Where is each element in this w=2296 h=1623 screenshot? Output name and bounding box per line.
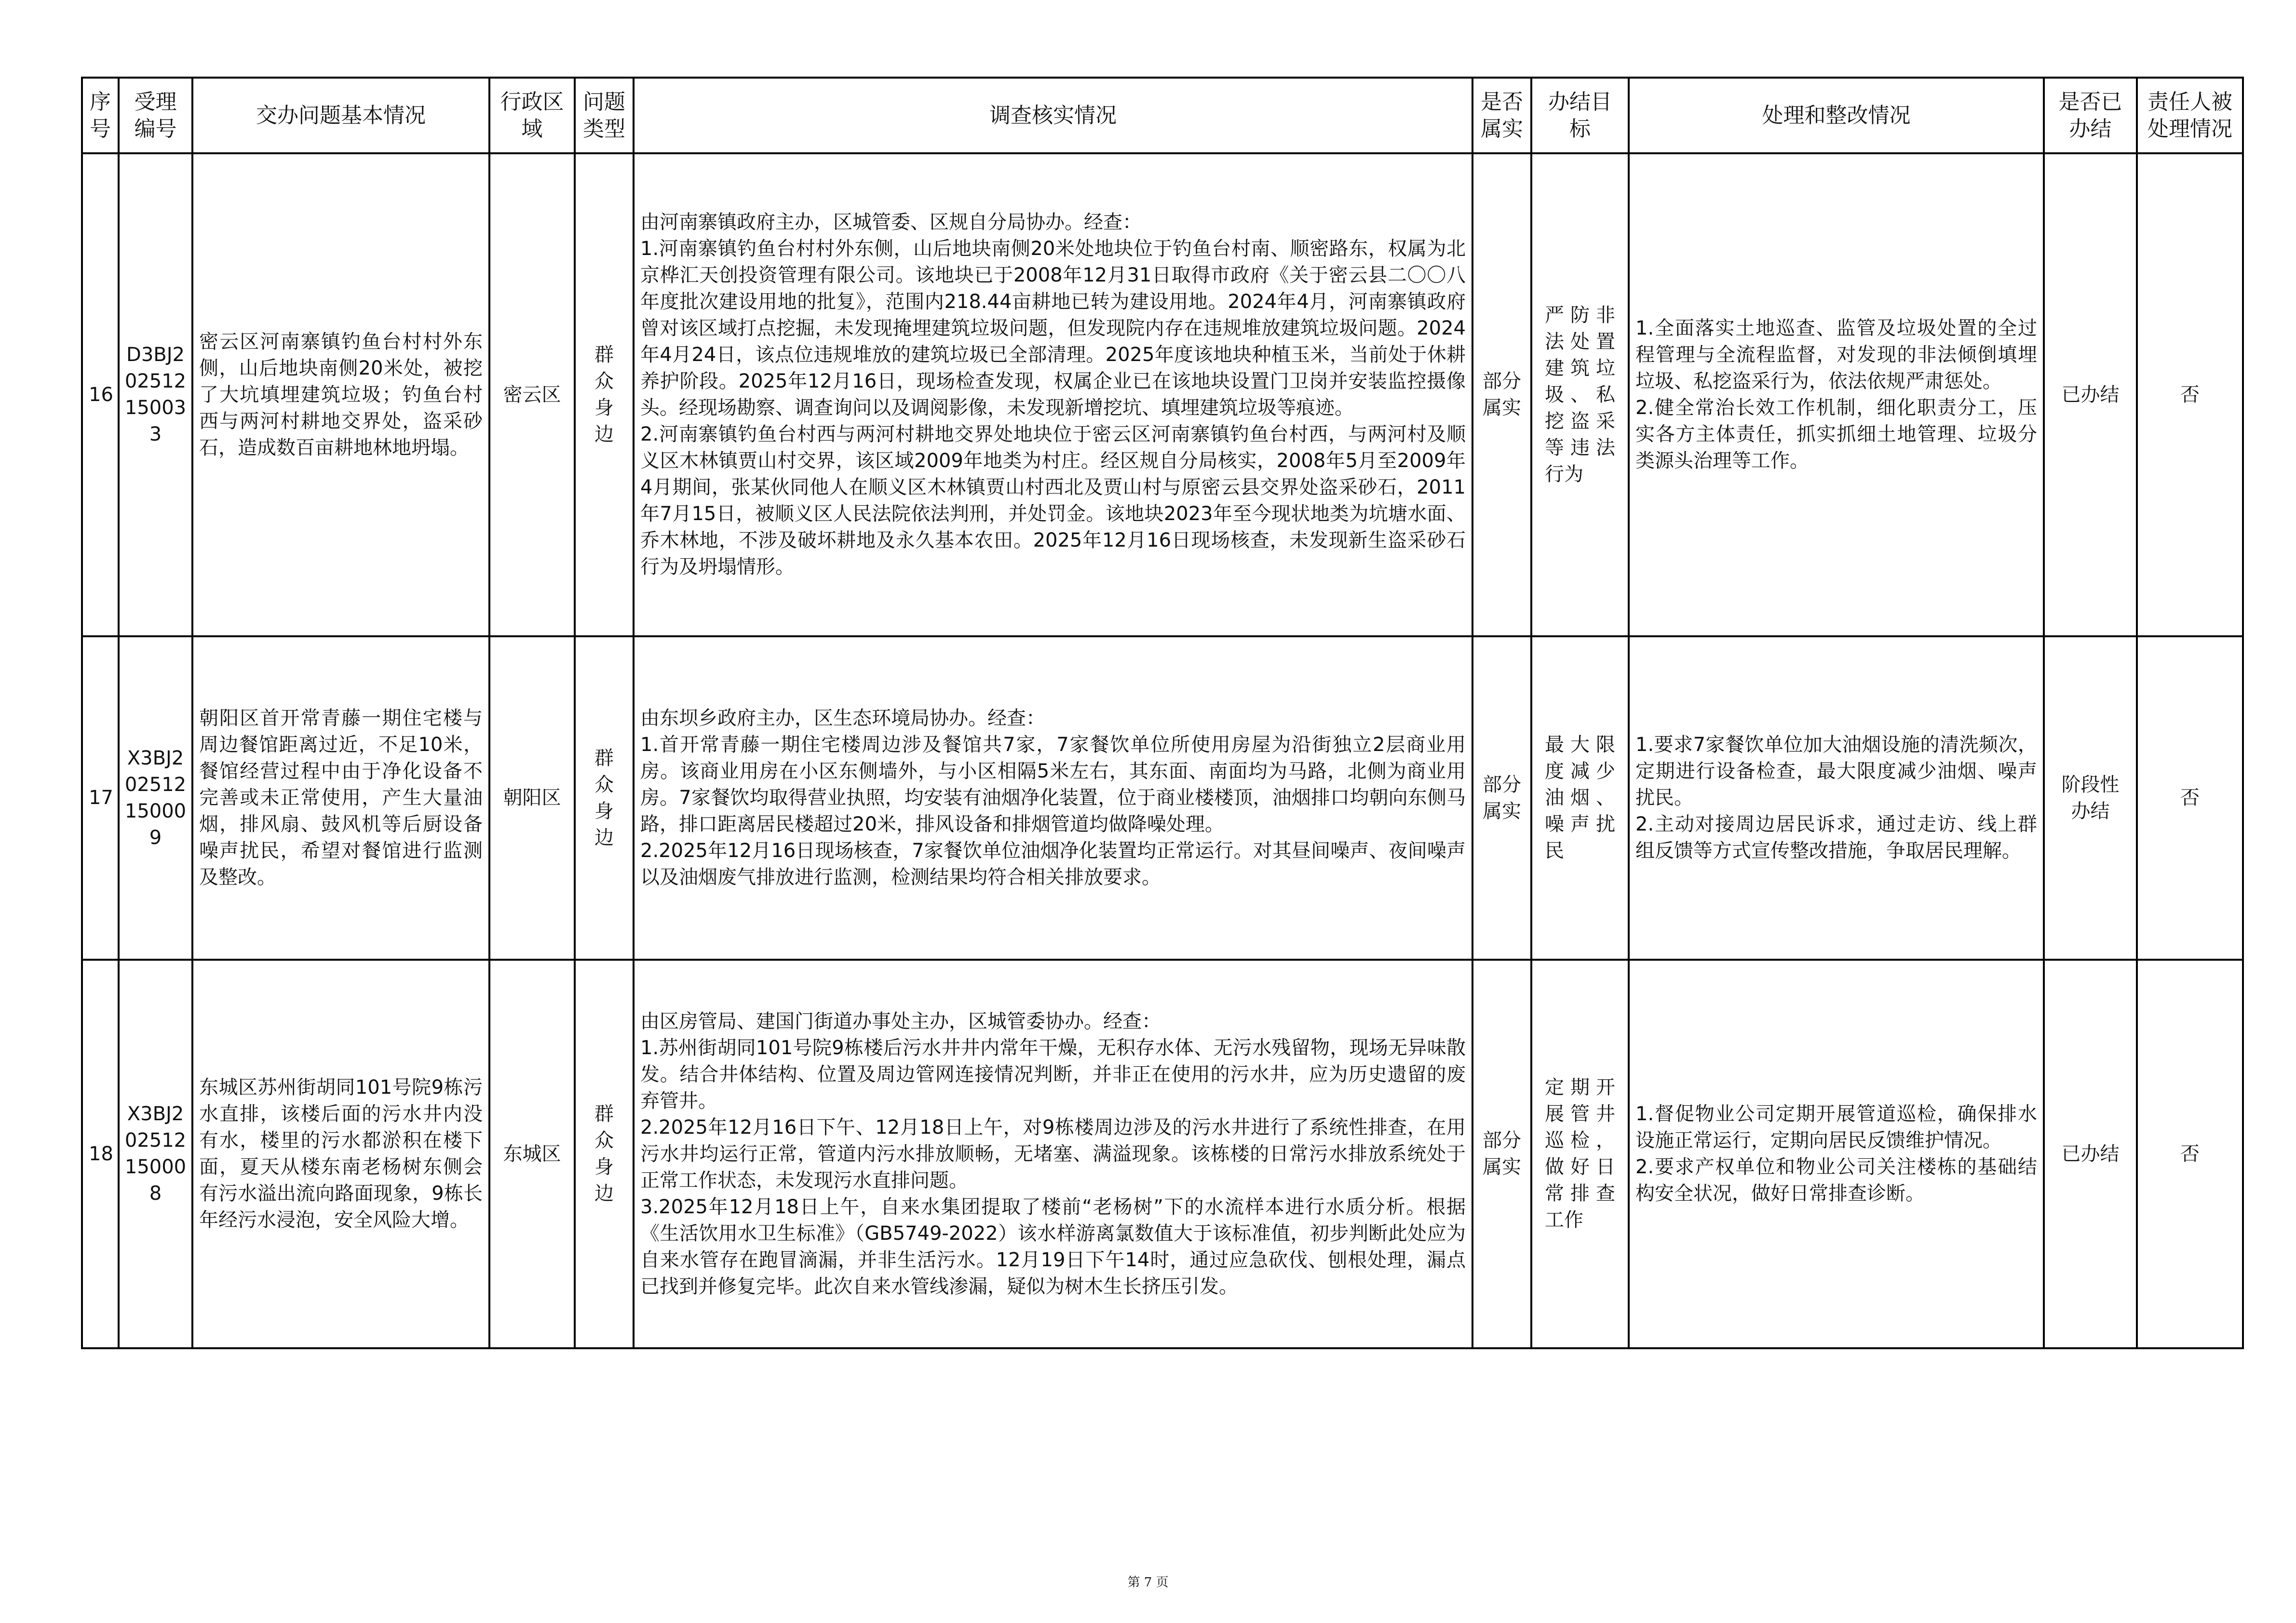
resolution-goal: 严防非法处置建筑垃圾、私挖盗采等违法行为 — [1531, 153, 1629, 636]
table-header-row — [82, 78, 2243, 153]
handling-paragraph: 1.督促物业公司定期开展管道巡检，确保排水设施正常运行，定期向居民反馈维护情况。 — [1635, 1103, 2037, 1152]
investigation-details — [634, 636, 1472, 960]
is-true: 部分属实 — [1472, 153, 1531, 636]
table-row — [82, 153, 2243, 636]
handling-paragraph: 2.要求产权单位和物业公司关注楼栋的基础结构安全状况，做好日常排查诊断。 — [1635, 1156, 2037, 1205]
case-table — [81, 77, 2244, 1349]
table-row — [82, 960, 2243, 1348]
header-no: 序号 — [82, 78, 119, 153]
handling-details — [1629, 960, 2044, 1348]
investigation-paragraph: 3.2025年12月18日上午，自来水集团提取了楼前“老杨树”下的水流样本进行水质分析。根据《生活饮用水卫生标准》（GB5749-2022）该水样游离氯数值大于该标准值，初步判断此处应为自来水管存在跑冒滴漏，并非生活污水。12月19日下午14时，通过应急砍伐、刨根处理，漏点已找到并修复完毕。此次自来水管线渗漏，疑似为树木生长挤压引发。 — [640, 1195, 1466, 1298]
problem-description: 朝阳区首开常青藤一期住宅楼与周边餐馆距离过近，不足10米，餐馆经营过程中由于净化设备不完善或未正常使用，产生大量油烟，排风扇、鼓风机等后厨设备噪声扰民，希望对餐馆进行监测及整改。 — [192, 636, 489, 960]
completion-status: 已办结 — [2044, 153, 2137, 636]
case-id: X3BJ202512150008 — [119, 960, 192, 1348]
investigation-paragraph: 2.2025年12月16日现场核查，7家餐饮单位油烟净化装置均正常运行。对其昼间噪声、夜间噪声以及油烟废气排放进行监测，检测结果均符合相关排放要求。 — [640, 840, 1466, 888]
handling-paragraph: 1.要求7家餐饮单位加大油烟设施的清洗频次，定期进行设备检查，最大限度减少油烟、噪声扰民。 — [1635, 734, 2037, 809]
investigation-paragraph: 由河南寨镇政府主办，区城管委、区规自分局协办。经查： — [640, 211, 1142, 233]
case-id: X3BJ202512150009 — [119, 636, 192, 960]
investigation-paragraph: 2.河南寨镇钓鱼台村西与两河村耕地交界处地块位于密云区河南寨镇钓鱼台村西，与两河村及顺义区木林镇贾山村交界，该区域2009年地类为村庄。经区规自分局核实，2008年5月至2009年4月期间，张某伙同他人在顺义区木林镇贾山村西北及贾山村与原密云县交界处盗采砂石，2011年7月15日，被顺义区人民法院依法判刑，并处罚金。该地块2023年至今现状地类为坑塘水面、乔木林地，不涉及破坏耕地及永久基本农田。2025年12月16日现场核查，未发现新生盗采砂石行为及坍塌情形。 — [640, 423, 1466, 578]
header-punish: 责任人被处理情况 — [2137, 78, 2243, 153]
district: 东城区 — [489, 960, 575, 1348]
handling-paragraph: 2.健全常治长效工作机制，细化职责分工，压实各方主体责任，抓实抓细土地管理、垃圾分类源头治理等工作。 — [1635, 397, 2037, 472]
resolution-goal: 最大限度减少油烟、噪声扰民 — [1531, 636, 1629, 960]
investigation-paragraph: 2.2025年12月16日下午、12月18日上午，对9栋楼周边涉及的污水井进行了系统性排查，在用污水井均运行正常，管道内污水排放顺畅，无堵塞、满溢现象。该栋楼的日常污水排放系统处于正常工作状态，未发现污水直排问题。 — [640, 1116, 1466, 1192]
investigation-details — [634, 960, 1472, 1348]
problem-description: 密云区河南寨镇钓鱼台村村外东侧，山后地块南侧20米处，被挖了大坑填埋建筑垃圾；钓鱼台村西与两河村耕地交界处，盗采砂石，造成数百亩耕地林地坍塌。 — [192, 153, 489, 636]
handling-details — [1629, 153, 2044, 636]
completion-status: 阶段性办结 — [2044, 636, 2137, 960]
problem-type: 群众身边 — [575, 636, 634, 960]
responsible-person-handled: 否 — [2137, 636, 2243, 960]
is-true: 部分属实 — [1472, 636, 1531, 960]
header-handling: 处理和整改情况 — [1629, 78, 2044, 153]
page-number: 第 7 页 — [1127, 1575, 1169, 1590]
completion-status: 已办结 — [2044, 960, 2137, 1348]
header-id: 受理编号 — [119, 78, 192, 153]
row-number: 17 — [82, 636, 119, 960]
district: 密云区 — [489, 153, 575, 636]
handling-paragraph: 2.主动对接周边居民诉求，通过走访、线上群组反馈等方式宣传整改措施，争取居民理解。 — [1635, 813, 2037, 862]
investigation-paragraph: 1.河南寨镇钓鱼台村村外东侧，山后地块南侧20米处地块位于钓鱼台村南、顺密路东，权属为北京桦汇天创投资管理有限公司。该地块已于2008年12月31日取得市政府《关于密云县二〇〇八年度批次建设用地的批复》，范围内218.44亩耕地已转为建设用地。2024年4月，河南寨镇政府曾对该区域打点挖掘，未发现掩埋建筑垃圾问题，但发现院内存在违规堆放建筑垃圾问题。2024年4月24日，该点位违规堆放的建筑垃圾已全部清理。2025年度该地块种植玉米，当前处于休耕养护阶段。2025年12月16日，现场检查发现，权属企业已在该地块设置门卫岗并安装监控摄像头。经现场勘察、调查询问以及调阅影像，未发现新增挖坑、填埋建筑垃圾等痕迹。 — [640, 238, 1466, 419]
case-id: D3BJ202512150033 — [119, 153, 192, 636]
investigation-paragraph: 1.首开常青藤一期住宅楼周边涉及餐馆共7家，7家餐饮单位所使用房屋为沿街独立2层商业用房。该商业用房在小区东侧墙外，与小区相隔5米左右，其东面、南面均为马路，北侧为商业用房。7家餐饮均取得营业执照，均安装有油烟净化装置，位于商业楼楼顶，油烟排口均朝向东侧马路，排口距离居民楼超过20米，排风设备和排烟管道均做降噪处理。 — [640, 734, 1466, 835]
problem-type: 群众身边 — [575, 153, 634, 636]
investigation-details — [634, 153, 1472, 636]
problem-description: 东城区苏州街胡同101号院9栋污水直排，该楼后面的污水井内没有水，楼里的污水都淤积在楼下面，夏天从楼东南老杨树东侧会有污水溢出流向路面现象，9栋长年经污水浸泡，安全风险大增。 — [192, 960, 489, 1348]
header-district: 行政区域 — [489, 78, 575, 153]
problem-type: 群众身边 — [575, 960, 634, 1348]
header-done: 是否已办结 — [2044, 78, 2137, 153]
investigation-paragraph: 1.苏州街胡同101号院9栋楼后污水井井内常年干燥，无积存水体、无污水残留物，现场无异味散发。结合井体结构、位置及周边管网连接情况判断，并非正在使用的污水井，应为历史遗留的废弃管井。 — [640, 1036, 1466, 1112]
is-true: 部分属实 — [1472, 960, 1531, 1348]
investigation-paragraph: 由东坝乡政府主办，区生态环境局协办。经查： — [640, 707, 1045, 729]
table-row — [82, 636, 2243, 960]
header-goal: 办结目标 — [1531, 78, 1629, 153]
investigation-paragraph: 由区房管局、建国门街道办事处主办，区城管委协办。经查： — [640, 1010, 1161, 1033]
responsible-person-handled: 否 — [2137, 960, 2243, 1348]
row-number: 18 — [82, 960, 119, 1348]
handling-details — [1629, 636, 2044, 960]
resolution-goal: 定期开展管井巡检，做好日常排查工作 — [1531, 960, 1629, 1348]
handling-paragraph: 1.全面落实土地巡查、监管及垃圾处置的全过程管理与全流程监督，对发现的非法倾倒填埋垃圾、私挖盗采行为，依法依规严肃惩处。 — [1635, 317, 2037, 392]
header-problem: 交办问题基本情况 — [192, 78, 489, 153]
header-true: 是否属实 — [1472, 78, 1531, 153]
header-type: 问题类型 — [575, 78, 634, 153]
responsible-person-handled: 否 — [2137, 153, 2243, 636]
header-investigation: 调查核实情况 — [634, 78, 1472, 153]
row-number: 16 — [82, 153, 119, 636]
district: 朝阳区 — [489, 636, 575, 960]
